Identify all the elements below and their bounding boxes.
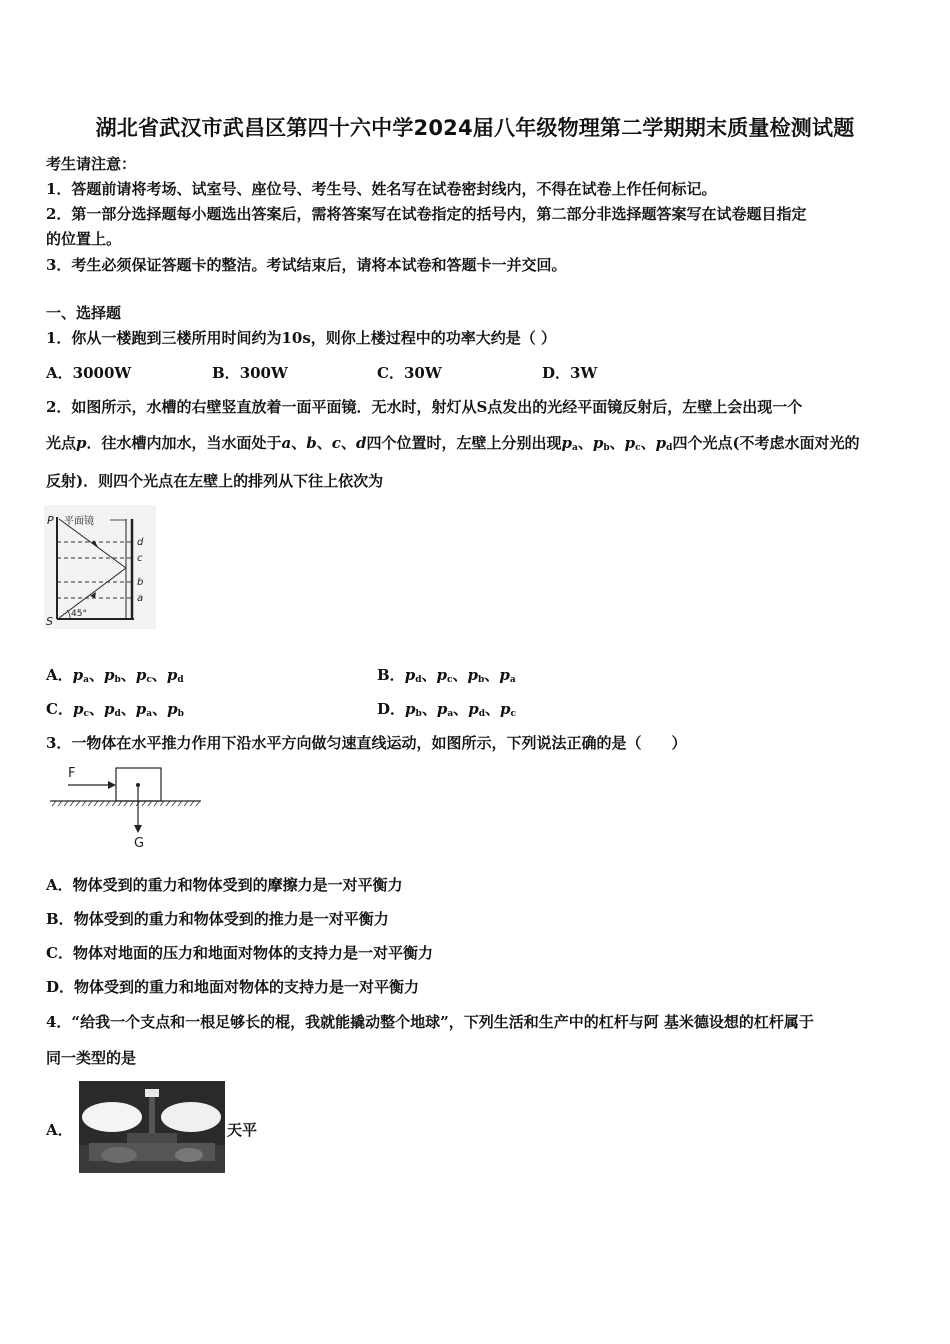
notice-item-3: 3．考生必须保证答题卡的整洁。考试结束后，请将本试卷和答题卡一并交回。	[46, 256, 567, 274]
figure-label-f: F	[68, 766, 76, 781]
q3-stem: 3．一物体在水平推力作用下沿水平方向做匀速直线运动，如图所示，下列说法正确的是（ ）	[46, 734, 687, 752]
notice-heading: 考生请注意：	[46, 155, 137, 173]
figure-mark-b: b	[137, 577, 144, 588]
q4-option-a-label[interactable]: A．	[46, 1121, 73, 1139]
notice-item-1: 1．答题前请将考场、试室号、座位号、考生号、姓名写在试卷密封线内，不得在试卷上作任何标记。	[46, 180, 717, 198]
figure-mark-d: d	[137, 537, 144, 548]
q2-water-tank-figure	[44, 505, 156, 629]
notice-item-2: 2．第一部分选择题每小题选出答案后，需将答案写在试卷指定的括号内，第二部分非选择题答案写在试卷题目指定	[46, 205, 807, 223]
q3-option-b[interactable]: B．物体受到的重力和物体受到的推力是一对平衡力	[46, 910, 389, 928]
q1-option-b[interactable]	[212, 362, 288, 383]
q1-option-a[interactable]	[46, 362, 131, 383]
q1-option-c[interactable]	[377, 362, 442, 383]
q3-force-figure	[46, 760, 206, 852]
option-label: C．	[377, 364, 404, 382]
figure-label-s: S	[46, 615, 53, 628]
figure-label-p: P	[47, 514, 54, 527]
figure-label-g: G	[134, 836, 145, 851]
page-title: 湖北省武汉市武昌区第四十六中学2024届八年级物理第二学期期末质量检测试题	[95, 116, 855, 140]
option-label: D．	[542, 364, 571, 382]
figure-label-mirror: 平面镜	[64, 516, 94, 527]
figure-mark-c: c	[137, 553, 143, 564]
q2-stem-line1: 2．如图所示，水槽的右壁竖直放着一面平面镜．无水时，射灯从S点发出的光经平面镜反射后，左壁上会出现一个	[46, 398, 803, 416]
option-text: 30W	[403, 364, 442, 382]
q3-option-a[interactable]: A．物体受到的重力和物体受到的摩擦力是一对平衡力	[46, 876, 403, 894]
q3-option-d[interactable]: D．物体受到的重力和地面对物体的支持力是一对平衡力	[46, 978, 420, 996]
q4-option-a-caption: 天平	[227, 1121, 258, 1139]
option-label: A．	[46, 364, 73, 382]
q2-option-a[interactable]: A．$p_a$、$p_b$、$p_c$、$p_d$	[46, 666, 184, 685]
figure-label-angle: 45°	[71, 609, 87, 619]
q1-stem: 1．你从一楼跑到三楼所用时间约为10s，则你上楼过程中的功率大约是（ ）	[46, 329, 556, 347]
q2-stem-line2: 光点p．往水槽内加水，当水面处于a、b、c、d四个位置时，左壁上分别出现$p_a$、$p_b$、$p_c$、$p_d$四个光点(不考虑水面对光的	[46, 434, 860, 453]
q1-option-d[interactable]	[542, 362, 597, 383]
q3-option-c[interactable]: C．物体对地面的压力和地面对物体的支持力是一对平衡力	[46, 944, 433, 962]
q4-stem-line1: 4．“给我一个支点和一根足够长的棍，我就能撬动整个地球”，下列生活和生产中的杠杆与阿 基米德设想的杠杆属于	[46, 1013, 814, 1031]
option-text: 3W	[570, 364, 598, 382]
q2-option-d[interactable]: D．$p_b$、$p_a$、$p_d$、$p_c$	[377, 700, 516, 719]
option-text: 300W	[239, 364, 288, 382]
q2-option-c[interactable]: C．$p_c$、$p_d$、$p_a$、$p_b$	[46, 700, 184, 719]
option-label: B．	[212, 364, 240, 382]
figure-mark-a: a	[137, 593, 144, 604]
option-text: 3000W	[72, 364, 132, 382]
section-heading: 一、选择题	[46, 304, 122, 322]
q2-stem-line3: 反射)．则四个光点在左壁上的排列从下往上依次为	[46, 472, 384, 490]
q2-option-b[interactable]: B．$p_d$、$p_c$、$p_b$、$p_a$	[377, 666, 516, 685]
q4-stem-line2: 同一类型的是	[46, 1049, 137, 1067]
balance-scale-photo	[79, 1081, 225, 1173]
notice-item-2-cont: 的位置上。	[46, 230, 122, 248]
